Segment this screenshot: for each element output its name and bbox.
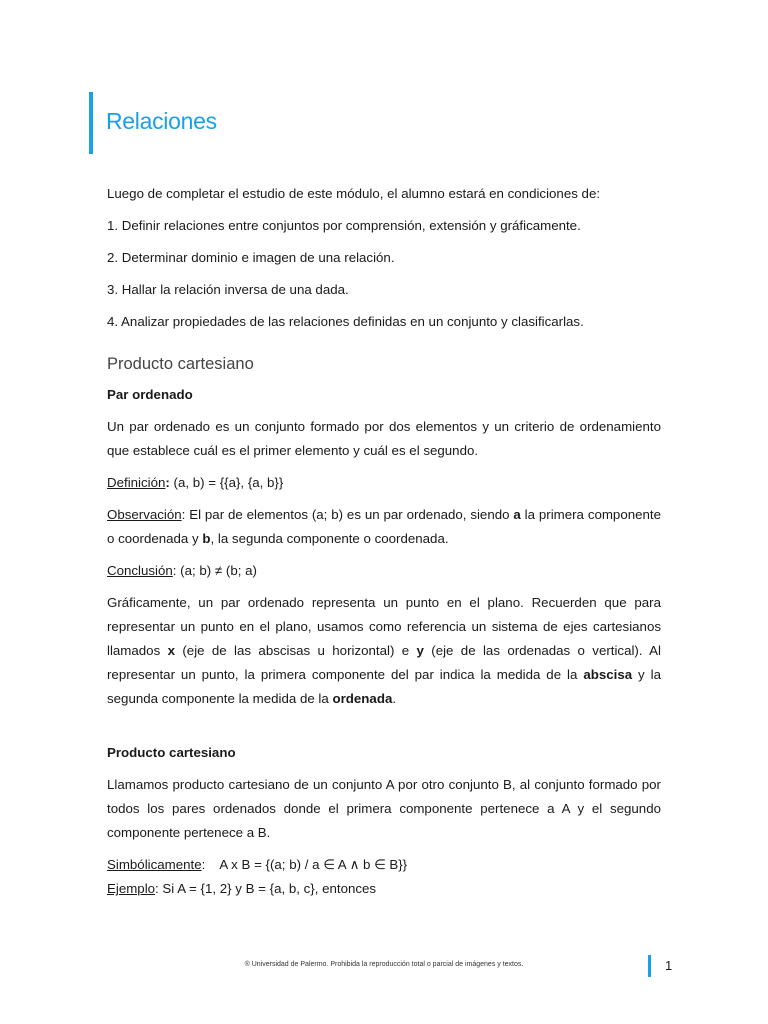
ejemplo-label: Ejemplo [107, 881, 156, 896]
intro-text: Luego de completar el estudio de este módulo, el alumno estará en condiciones de: [107, 186, 601, 201]
simbolicamente-value: : A x B = {(a; b) / a ∈ A ∧ b ∈ B}} [201, 857, 408, 872]
ejemplo-line [107, 877, 661, 901]
objective-item: 1. Definir relaciones entre conjuntos por comprensión, extensión y gráficamente. [107, 218, 581, 233]
simbolicamente-label: Simbólicamente [107, 857, 202, 872]
grafico-text: (eje de las ordenadas o vertical). Al representar un punto, la primera componente del par indica la medida de la [107, 643, 661, 682]
observacion-text: , la segunda componente o coordenada. [210, 531, 449, 546]
observacion-label: Observación [107, 507, 182, 522]
footer-accent-bar [648, 955, 651, 977]
par-ordenado-heading: Par ordenado [107, 387, 193, 402]
conclusion-value: : (a; b) ≠ (b; a) [172, 563, 257, 578]
objective-item: 2. Determinar dominio e imagen de una relación. [107, 250, 395, 265]
page-title: Relaciones [106, 108, 217, 134]
definicion-colon: : [165, 475, 170, 490]
conclusion-line [107, 559, 661, 583]
objective-item: 3. Hallar la relación inversa de una dada. [107, 282, 349, 297]
producto-heading: Producto cartesiano [107, 745, 236, 760]
grafico-abscisa: abscisa [583, 667, 633, 682]
observacion-b: b [202, 531, 211, 546]
page-number: 1 [665, 958, 673, 973]
grafico-text: y la segunda componente la medida de la [107, 667, 661, 706]
grafico-x: x [167, 643, 175, 658]
definicion-label: Definición [107, 475, 166, 490]
observacion-text: : El par de elementos (a; b) es un par ordenado, siendo [181, 507, 514, 522]
par-ordenado-text: Un par ordenado es un conjunto formado por dos elementos y un criterio de ordenamiento que establece cuál es el primer elemento y cuál es el segundo. [107, 419, 661, 458]
ejemplo-value: : Si A = {1, 2} y B = {a, b, c}, entonces [155, 881, 377, 896]
document-body [107, 182, 661, 901]
producto-text: Llamamos producto cartesiano de un conjunto A por otro conjunto B, al conjunto formado por todos los pares ordenados donde el primera componente pertenece a A y el segundo componente pertenece a B. [107, 777, 661, 840]
grafico-text: Gráficamente, un par ordenado representa un punto en el plano. Recuerden que para representar un punto en el plano, usamos como referencia un sistema de ejes cartesianos llamados [107, 595, 661, 658]
title-accent-bar [89, 92, 93, 154]
simbolicamente-line [107, 853, 661, 877]
section-title: Producto cartesiano [107, 355, 254, 373]
definicion-value: (a, b) = {{a}, {a, b}} [169, 475, 284, 490]
grafico-paragraph [107, 591, 661, 711]
observacion-text: la primera componente o coordenada y [107, 507, 661, 546]
objective-item: 4. Analizar propiedades de las relaciones definidas en un conjunto y clasificarlas. [107, 314, 584, 329]
definicion-line [107, 471, 661, 495]
grafico-ordenada: ordenada [332, 691, 393, 706]
grafico-text: . [392, 691, 397, 706]
observacion-paragraph [107, 503, 661, 551]
spacer [107, 711, 661, 741]
observacion-a: a [513, 507, 521, 522]
footer-copyright: ® Universidad de Palermo. Prohibida la reproducción total o parcial de imágenes y textos. [244, 961, 524, 968]
conclusion-label: Conclusión [107, 563, 173, 578]
grafico-text: (eje de las abscisas u horizontal) e [175, 643, 417, 658]
grafico-y: y [416, 643, 424, 658]
